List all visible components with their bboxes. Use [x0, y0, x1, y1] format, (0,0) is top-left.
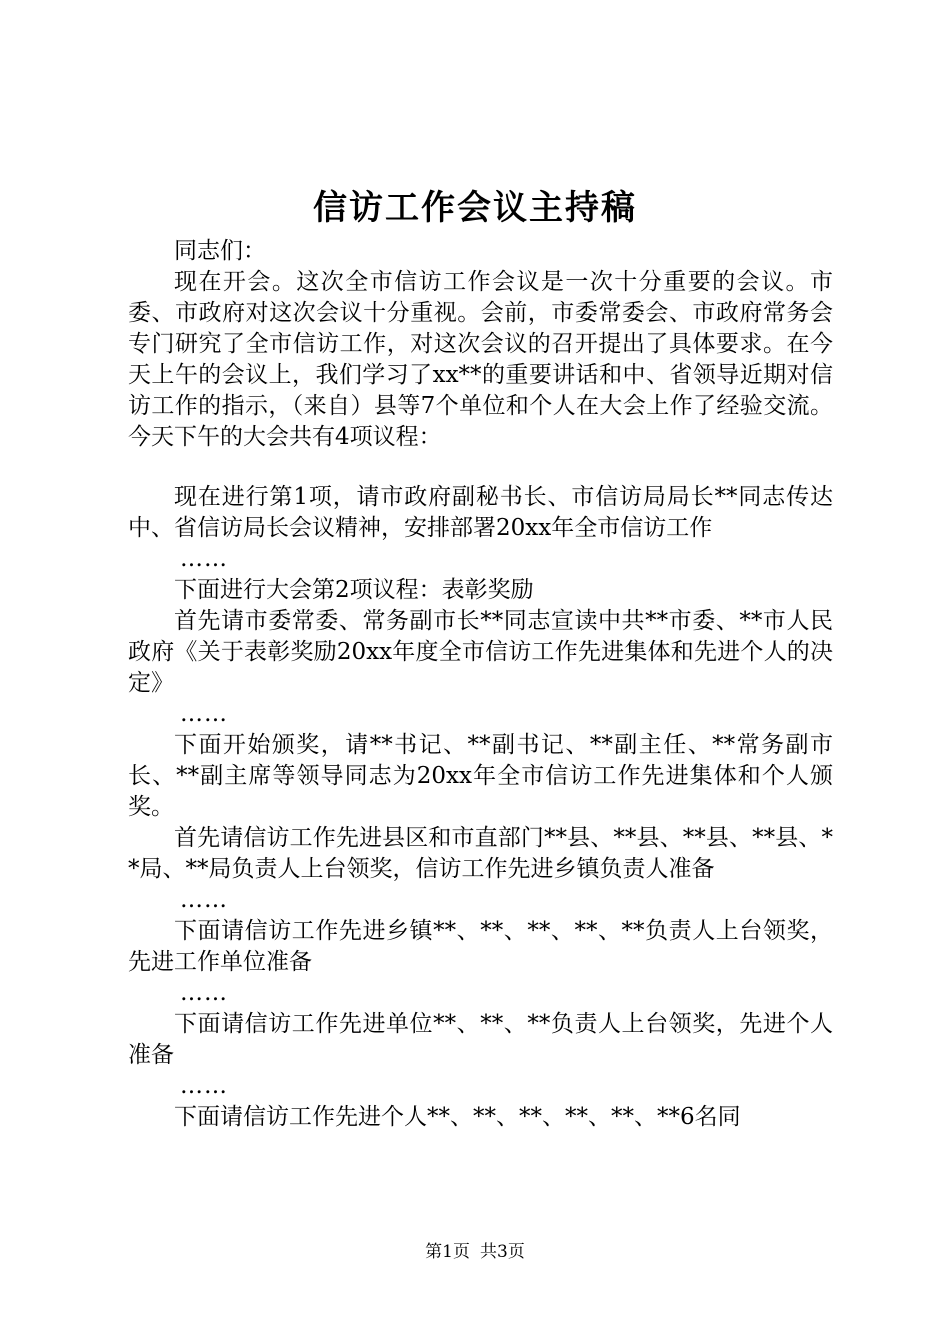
paragraph-awards-units: 下面请信访工作先进单位**、**、**负责人上台领奖，先进个人准备 [128, 1011, 833, 1068]
paragraph-awards-start: 下面开始颁奖，请**书记、**副书记、**副主任、**常务副市长、**副主席等领导同志为20xx年全市信访工作先进集体和个人颁奖。 [128, 732, 833, 820]
ellipsis: …… [180, 546, 228, 572]
ellipsis: …… [180, 887, 228, 913]
document-title: 信访工作会议主持稿 [313, 188, 637, 228]
page-footer [0, 1240, 950, 1264]
ellipsis: …… [180, 1073, 228, 1099]
document-body [128, 236, 833, 1133]
paragraph-agenda-1: 现在进行第1项，请市政府副秘书长、市信访局局长**同志传达中、省信访局长会议精神，安排部署20xx年全市信访工作 [128, 484, 833, 541]
ellipsis: …… [180, 701, 228, 727]
paragraph-awards-towns: 下面请信访工作先进乡镇**、**、**、**、**负责人上台领奖，先进工作单位准备 [128, 918, 833, 975]
paragraph-agenda-2: 下面进行大会第2项议程：表彰奖励 [174, 577, 534, 603]
paragraph-awards-individuals: 下面请信访工作先进个人**、**、**、**、**、**6名同 [174, 1104, 741, 1130]
paragraph-opening: 现在开会。这次全市信访工作会议是一次十分重要的会议。市委、市政府对这次会议十分重视。会前，市委常委会、市政府常务会专门研究了全市信访工作，对这次会议的召开提出了具体要求。在今天上午的会议上，我们学习了xx**的重要讲话和中、省领导近期对信访工作的指示，（来自）县等7个单位和个人在大会上作了经验交流。今天下午的大会共有4项议程： [128, 269, 833, 450]
paragraph-decision: 首先请市委常委、常务副市长**同志宣读中共**市委、**市人民政府《关于表彰奖励20xx年度全市信访工作先进集体和先进个人的决定》 [128, 608, 833, 696]
ellipsis: …… [180, 980, 228, 1006]
salutation: 同志们： [174, 238, 266, 264]
page-total: 共3页 [480, 1242, 525, 1262]
page-number: 第1页 [425, 1242, 470, 1262]
paragraph-awards-counties: 首先请信访工作先进县区和市直部门**县、**县、**县、**县、**局、**局负责人上台领奖，信访工作先进乡镇负责人准备 [128, 825, 833, 882]
